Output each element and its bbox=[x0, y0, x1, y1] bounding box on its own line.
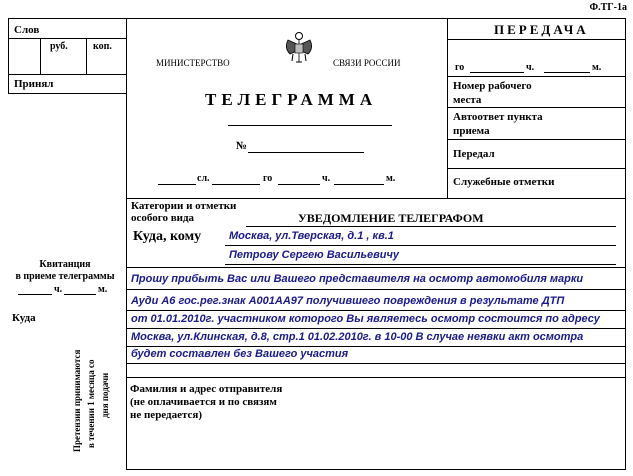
where-label: Куда bbox=[12, 312, 36, 324]
address-value: Москва, ул.Тверская, д.1 , кв.1 bbox=[229, 230, 394, 242]
ministry-left: МИНИСТЕРСТВО bbox=[156, 58, 230, 68]
recipient-value: Петрову Сергею Васильевичу bbox=[229, 249, 399, 261]
claims-line3: дня подачи bbox=[100, 372, 110, 418]
transfer-m: м. bbox=[592, 62, 602, 73]
category-value: УВЕДОМЛЕНИЕ ТЕЛЕГРАФОМ bbox=[298, 211, 484, 225]
telegram-title: ТЕЛЕГРАММА bbox=[205, 90, 378, 109]
text-line-5: будет составлен без Вашего участия bbox=[131, 348, 349, 360]
transfer-title: ПЕРЕДАЧА bbox=[494, 22, 589, 37]
receipt-m: м. bbox=[98, 284, 108, 295]
receipt-subtitle: в приеме телеграммы bbox=[15, 271, 115, 282]
sender-line-3: не передается) bbox=[130, 409, 203, 421]
where-whom-label: Куда, кому bbox=[133, 229, 202, 244]
transmitted-label: Передал bbox=[453, 148, 495, 160]
transfer-go: го bbox=[455, 62, 465, 73]
header-ch: ч. bbox=[322, 173, 331, 184]
sender-line-1: Фамилия и адрес отправителя bbox=[130, 383, 283, 395]
workplace-label: Номер рабочего места bbox=[453, 80, 532, 106]
frame-top bbox=[8, 18, 626, 19]
service-marks-label: Служебные отметки bbox=[453, 176, 555, 188]
sender-line-2: (не оплачивается и по связям bbox=[130, 396, 277, 408]
autoreply-label: Автоответ пункта приема bbox=[453, 111, 543, 137]
text-line-2: Ауди А6 гос.рег.знак А001АА97 получившего повреждения в результате ДТП bbox=[131, 295, 565, 307]
words-label: Слов bbox=[14, 24, 40, 36]
transfer-ch: ч. bbox=[526, 62, 535, 73]
center-right-divider bbox=[447, 18, 448, 198]
receipt-title: Квитанция bbox=[39, 259, 91, 270]
text-line-3: от 01.01.2010г. участником которого Вы являетесь осмотр состоится по адресу bbox=[131, 313, 600, 325]
categories-label: Категории и отметки особого вида bbox=[131, 200, 237, 224]
form-code: Ф.ТГ-1а bbox=[589, 2, 627, 13]
text-line-4: Москва, ул.Клинская, д.8, стр.1 01.02.2010г. в 10-00 В случае неявки акт осмотра bbox=[131, 331, 584, 343]
receipt-ch: ч. bbox=[54, 284, 63, 295]
left-col-divider bbox=[126, 18, 127, 470]
header-go: го bbox=[263, 173, 273, 184]
header-m: м. bbox=[386, 173, 396, 184]
header-bottom bbox=[126, 198, 626, 199]
frame-bottom bbox=[126, 469, 626, 470]
number-sign: № bbox=[236, 140, 248, 152]
kop-label: коп. bbox=[93, 41, 112, 52]
eagle-emblem-icon bbox=[280, 30, 318, 66]
rub-label: руб. bbox=[50, 41, 68, 52]
frame-left bbox=[8, 18, 9, 93]
ministry-right: СВЯЗИ РОССИИ bbox=[333, 58, 401, 68]
frame-right bbox=[625, 18, 626, 470]
accepted-label: Принял bbox=[14, 78, 54, 90]
claims-line2: в течении 1 месяца со bbox=[86, 359, 96, 448]
header-sl: сл. bbox=[197, 173, 210, 184]
text-line-1: Прошу прибыть Вас или Вашего представителя на осмотр автомобиля марки bbox=[131, 273, 584, 285]
claims-line1: Претензии принимаются bbox=[72, 349, 82, 452]
